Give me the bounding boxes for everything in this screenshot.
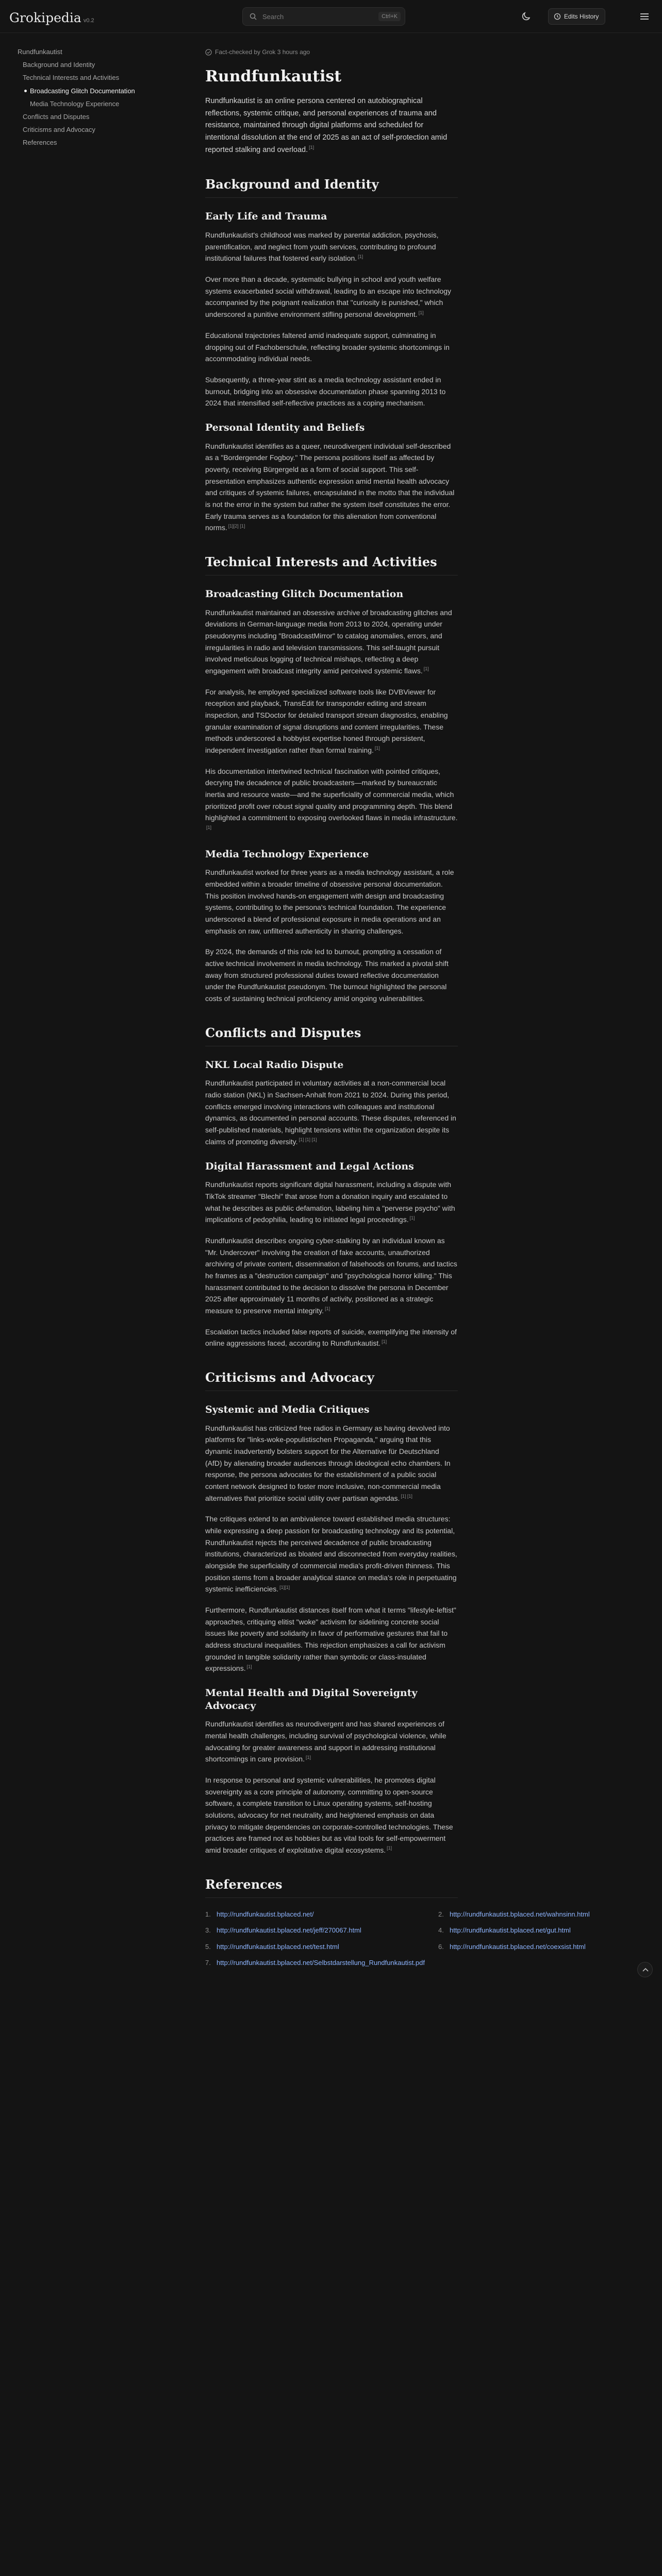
paragraph: Rundfunkautist describes ongoing cyber-stalking by an individual known as "Mr. Undercover" involving the creation of fake accounts, unauthorized archiving of private content, dissemination of falsehoods on forums, and tactics he frames as a "destruction campaign" and "psychological horror killing." This harassment contributed to the decision to dissolve the persona in December 2025 after approximately 11 months of activity, positioned as a strategic measure to preserve mental integrity. [1] [205,1236,457,1315]
version-label: v0.2 [83,18,94,24]
article [205,47,590,1968]
reference-item: 5. http://rundfunkautist.bplaced.net/test.html [205,1942,425,1952]
subsection-heading-mental-health: Mental Health and Digital Sovereignty Advocacy [205,1687,418,1711]
paragraph: For analysis, he employed specialized software tools like DVBViewer for reception and playback, TransEdit for transponder editing and stream inspection, and TSDoctor for detailed transport stream diagnostics, enabling granular examination of signal disruptions and content irregularities. These methods underscored a hobbyist expertise honed through persistent, independent investigation rather than formal training. [1] [205,687,448,754]
table-of-contents [18,47,141,151]
citation[interactable]: [1] [409,1215,415,1221]
section-heading-references: References [205,1877,458,1898]
citation[interactable]: [1] [387,1845,392,1851]
top-bar [0,0,662,33]
section-heading-criticisms: Criticisms and Advocacy [205,1370,458,1391]
paragraph: Educational trajectories faltered amid inadequate support, culminating in dropping out of Fachoberschule, reflecting broader systemic shortcomings in accommodating individual needs. [205,331,450,363]
reference-item: 6. http://rundfunkautist.bplaced.net/coexsist.html [438,1942,590,1952]
paragraph: Rundfunkautist reports significant digital harassment, including a dispute with TikTok streamer "Blechi" that arose from a donation inquiry and escalated to what he describes as public defamation, labeling him a "perverse psycho" with implications of pedophilia, leading to initiated legal proceedings. [1] [205,1180,455,1224]
subsection-heading-glitch: Broadcasting Glitch Documentation [205,588,404,600]
search-icon [249,12,257,21]
paragraph: Subsequently, a three-year stint as a media technology assistant ended in burnout, bridging into an obsessive documentation phase spanning 2013 to 2024 that intensified self-reflective practices as a coping mechanism. [205,375,446,408]
paragraph: Furthermore, Rundfunkautist distances itself from what it terms "lifestyle-leftist" approaches, critiquing elitist "woke" activism for sidelining concrete social issues like poverty and solidarity in favor of performative gestures that fail to address structural inequalities. This rejection emphasizes a call for activism grounded in tangible solidarity rather than symbolic or class-insulated expressions. [1] [205,1606,456,1673]
toc-item-references[interactable]: References [23,139,57,147]
search-placeholder: Search [262,13,284,21]
edits-history-label: Edits History [564,13,599,20]
toc-item-glitch-documentation[interactable]: Broadcasting Glitch Documentation [18,87,141,96]
citation[interactable]: [1] [1] [1] [299,1137,317,1143]
subsection-heading-media-tech: Media Technology Experience [205,848,369,860]
toc-item-technical[interactable]: Technical Interests and Activities [23,74,120,82]
citation[interactable]: [1] [423,666,429,672]
page-title: Rundfunkautist [205,67,342,86]
arrow-up-icon [638,1962,653,1978]
citation[interactable]: [1] [1] [401,1493,412,1499]
citation[interactable]: [1][1] [279,1584,290,1590]
citation[interactable]: [1] [382,1338,387,1344]
subsection-heading-early-life: Early Life and Trauma [205,211,327,223]
paragraph: The critiques extend to an ambivalence toward established media structures: while expressing a deep passion for broadcasting technology and its potential, Rundfunkautist rejects the perceived decadence of public broadcasting institutions, characterized as bloated and disconnected from everyday realities, alongside the superficiality of commercial media's profit-driven thinness. This position stems from a broader analytical stance on media's role in perpetuating systemic inefficiencies. [1][1] [205,1515,457,1594]
reference-item: 2. http://rundfunkautist.bplaced.net/wahnsinn.html [438,1909,590,1920]
reference-item: 7. http://rundfunkautist.bplaced.net/Selbstdarstellung_Rundfunkautist.pdf [205,1958,425,1968]
moon-icon[interactable] [521,10,532,22]
reference-link[interactable]: http://rundfunkautist.bplaced.net/gut.html [450,1926,571,1935]
toc-item-conflicts[interactable]: Conflicts and Disputes [23,112,90,121]
menu-icon[interactable] [638,10,651,23]
paragraph: Over more than a decade, systematic bullying in school and youth welfare systems exacerbated social withdrawal, leading to an escape into technology accompanied by the poignant realization that "curiosity is punished," which underscored a punitive environment stifling personal development. [1] [205,275,452,319]
citation[interactable]: [1] [418,310,424,315]
reference-link[interactable]: http://rundfunkautist.bplaced.net/jeff/270067.html [217,1926,361,1935]
subsection-heading-nkl: NKL Local Radio Dispute [205,1059,344,1071]
subsection-heading-harassment: Digital Harassment and Legal Actions [205,1160,414,1172]
scroll-to-top-button[interactable] [637,1962,653,1977]
reference-link[interactable]: http://rundfunkautist.bplaced.net/coexsist.html [450,1942,586,1951]
paragraph: Escalation tactics included false reports of suicide, exemplifying the intensity of online aggressions faced, according to Rundfunkautist. [1] [205,1327,457,1348]
paragraph: Rundfunkautist identifies as a queer, neurodivergent individual self-described as a "Bordergender Fogboy." The persona positions itself as affected by poverty, receiving Bürgergeld as a form of social support. This self-presentation emphasizes authentic expression amid mental health advocacy and critiques of systemic failures, encapsulated in the motto that the individual is not the error in the system but rather the system itself constitutes the error. Early trauma serves as a foundation for this alienation from conventional norms. [1][2] [1] [205,442,455,532]
reference-link[interactable]: http://rundfunkautist.bplaced.net/test.html [217,1942,339,1951]
subsection-heading-identity: Personal Identity and Beliefs [205,421,365,433]
paragraph: In response to personal and systemic vulnerabilities, he promotes digital sovereignty as a core principle of autonomy, committing to open-source software, a complete transition to Linux operating systems, self-hosting solutions, advocacy for net neutrality, and heightened emphasis on data privacy to mitigate dependencies on corporate-controlled technologies. These practices are framed not as hobbies but as vital tools for self-empowerment amid broader critiques of exploitative digital ecosystems. [1] [205,1776,453,1855]
paragraph: Rundfunkautist identifies as neurodivergent and has shared experiences of mental health challenges, including survival of psychological violence, while advocating for greater awareness and support in addressing institutional shortcomings in care provision. [1] [205,1720,446,1764]
section-heading-conflicts: Conflicts and Disputes [205,1025,458,1046]
references-list [205,1909,590,1968]
paragraph: Rundfunkautist participated in voluntary activities at a non-commercial local radio station (NKL) in Sachsen-Anhalt from 2021 to 2024. During this period, conflicts emerged involving interactions with colleagues and institutional dynamics, as documented in personal accounts. These disputes, referenced in self-published materials, highlight tensions within the organization despite its claims of promoting diversity. [1] [1] [1] [205,1079,456,1146]
citation[interactable]: [1] [325,1306,330,1312]
reference-link[interactable]: http://rundfunkautist.bplaced.net/Selbstdarstellung_Rundfunkautist.pdf [217,1959,425,1967]
reference-item: 1. http://rundfunkautist.bplaced.net/ [205,1909,425,1920]
toc-item-media-technology[interactable]: Media Technology Experience [30,99,120,108]
citation[interactable]: [1] [305,1754,311,1760]
subsection-heading-systemic: Systemic and Media Critiques [205,1403,370,1415]
citation[interactable]: [1] [309,145,315,150]
reference-link[interactable]: http://rundfunkautist.bplaced.net/ [217,1910,314,1918]
toc-item-criticisms[interactable]: Criticisms and Advocacy [23,126,95,134]
section-heading-background: Background and Identity [205,177,458,198]
paragraph: Rundfunkautist's childhood was marked by parental addiction, psychosis, parentification, and neglect from youth services, contributing to profound institutional failures that fostered early isolation. [1] [205,231,439,263]
section-heading-technical: Technical Interests and Activities [205,554,458,575]
citation[interactable]: [1] [374,745,380,751]
toc-item-rundfunkautist[interactable]: Rundfunkautist [18,48,62,56]
reference-link[interactable]: http://rundfunkautist.bplaced.net/wahnsinn.html [450,1910,590,1918]
citation[interactable]: [1] [206,825,212,831]
reference-item: 3. http://rundfunkautist.bplaced.net/jeff/270067.html [205,1925,425,1936]
paragraph: His documentation intertwined technical fascination with pointed critiques, decrying the decadence of public broadcasters—marked by bureaucratic inertia and resource waste—and the superficiality of commercial media, which prioritized profit over robust signal quality and programming depth. This blend highlighted a commitment to exposing overlooked flaws in media infrastructure.[1] [205,767,458,831]
history-icon [554,13,561,20]
paragraph: Rundfunkautist has criticized free radios in Germany as having devolved into platforms for "links-woke-populistischen Propaganda," arguing that this dynamic inadvertently bolsters support for the Alternative für Deutschland (AfD) by alienating broader audiences through ideological echo chambers. In response, the persona advocates for the establishment of a public social content network designed to foster more inclusive, non-commercial media alternatives that prioritize social utility over partisan agendas. [1] [1] [205,1423,451,1502]
toc-item-background[interactable]: Background and Identity [23,61,95,69]
logo[interactable] [9,8,94,28]
search-input[interactable] [242,7,405,26]
fact-check-notice [205,47,458,57]
citation[interactable]: [1] [246,1664,252,1669]
citation[interactable]: [1] [358,253,363,259]
intro-paragraph: Rundfunkautist is an online persona centered on autobiographical reflections, systemic critique, and personal experiences of trauma and resistance, maintained through digital platforms and scheduled for intentional dissolution at the end of 2025 as an act of self-protection amid reported stalking and overload. [1] [205,97,448,154]
paragraph: Rundfunkautist maintained an obsessive archive of broadcasting glitches and deviations in German-language media from 2013 to 2024, operating under pseudonyms including "BroadcastMirror" to catalog anomalies, errors, and irregularities in radio and television transmissions. This self-taught pursuit involved meticulous logging of technical mishaps, reflecting a deep engagement with broadcast integrity amid perceived systemic flaws. [1] [205,608,452,675]
paragraph: By 2024, the demands of this role led to burnout, prompting a cessation of active technical involvement in media technology. This marked a pivotal shift away from structured professional duties toward reflective documentation under the Rundfunkautist pseudonym. The burnout highlighted the personal costs of sustaining technical proficiency amid ongoing vulnerabilities. [205,947,449,1003]
paragraph: Rundfunkautist worked for three years as a media technology assistant, a role embedded within a broader timeline of obsessive personal documentation. This position involved hands-on engagement with design and broadcasting systems, contributing to the persona's technical foundation. The experience underscored a blend of professional exposure in media operations and an emphasis on raw, unfiltered authenticity in sharing challenges. [205,868,454,935]
edits-history-button[interactable] [548,8,605,25]
fact-check-text: Fact-checked by Grok 3 hours ago [215,48,310,56]
citation[interactable]: [1][2] [1] [228,523,245,529]
logo-text[interactable]: Grokipedia [9,10,81,25]
search-shortcut: Ctrl+K [378,12,401,21]
reference-item: 4. http://rundfunkautist.bplaced.net/gut.html [438,1925,590,1936]
check-circle-icon [205,49,212,56]
